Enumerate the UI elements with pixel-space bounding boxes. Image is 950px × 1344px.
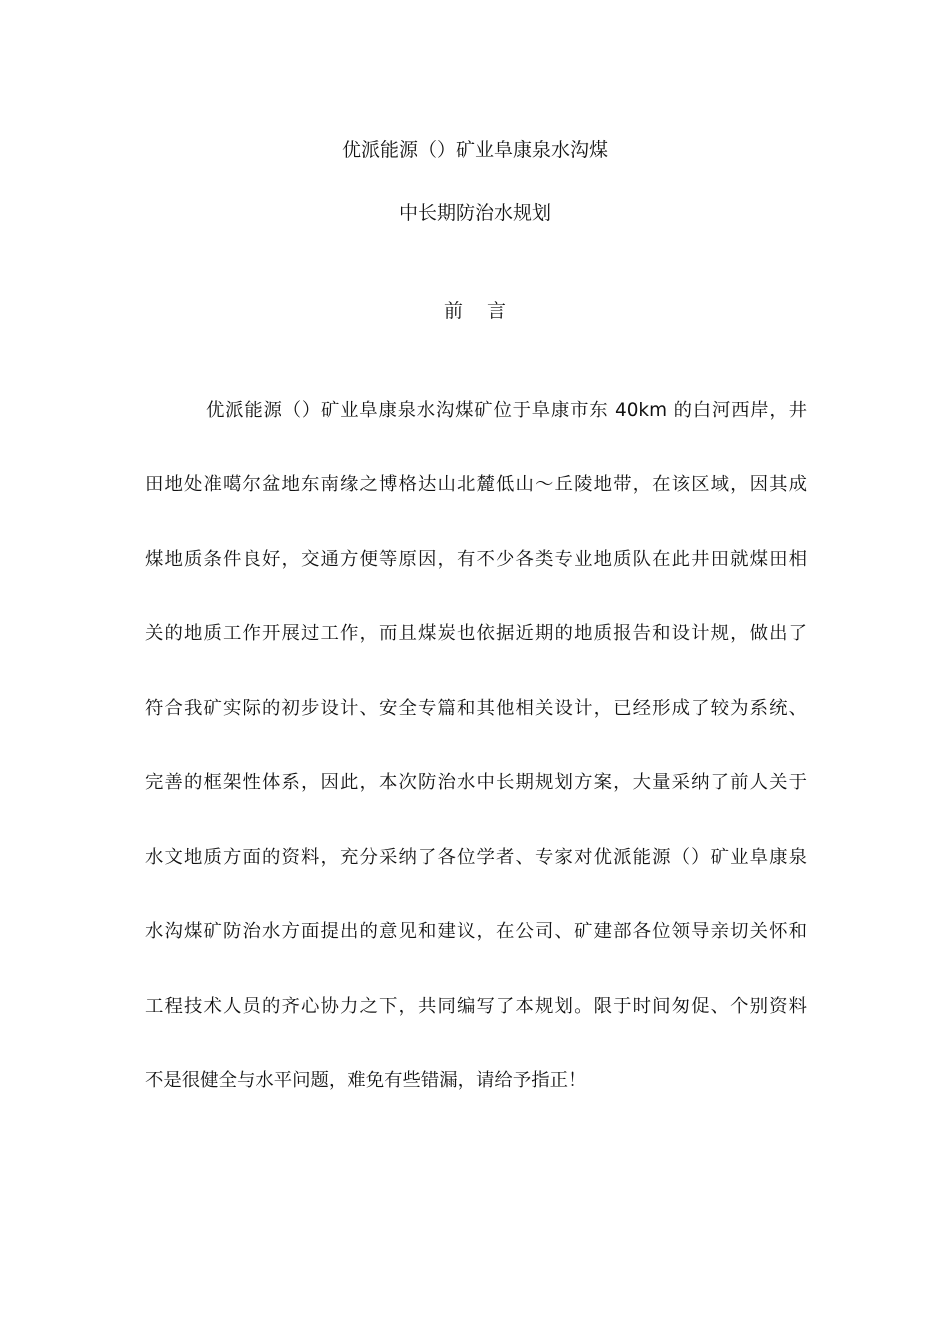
preface-line: 水沟煤矿防治水方面提出的意见和建议，在公司、矿建部各位领导亲切关怀和: [145, 921, 807, 942]
document-title-line-1: 优派能源（）矿业阜康泉水沟煤: [341, 139, 608, 161]
document-title-line-2: 中长期防治水规划: [398, 202, 551, 224]
preface-line: 完善的框架性体系，因此，本次防治水中长期规划方案，大量采纳了前人关于: [145, 772, 807, 793]
preface-heading: 前言: [443, 300, 530, 322]
preface-line: 水文地质方面的资料，充分采纳了各位学者、专家对优派能源（）矿业阜康泉: [145, 847, 807, 868]
preface-line: 工程技术人员的齐心协力之下，共同编写了本规划。限于时间匆促、个别资料: [145, 996, 807, 1017]
preface-line: 优派能源（）矿业阜康泉水沟煤矿位于阜康市东 40km 的白河西岸，井: [206, 400, 807, 421]
preface-line: 田地处准噶尔盆地东南缘之博格达山北麓低山～丘陵地带，在该区域，因其成: [145, 474, 807, 495]
preface-line: 煤地质条件良好，交通方便等原因，有不少各类专业地质队在此井田就煤田相: [145, 549, 807, 570]
preface-line: 不是很健全与水平问题，难免有些错漏，请给予指正！: [145, 1070, 587, 1091]
preface-line: 关的地质工作开展过工作，而且煤炭也依据近期的地质报告和设计规，做出了: [145, 623, 807, 644]
preface-line: 符合我矿实际的初步设计、安全专篇和其他相关设计，已经形成了较为系统、: [145, 698, 807, 719]
